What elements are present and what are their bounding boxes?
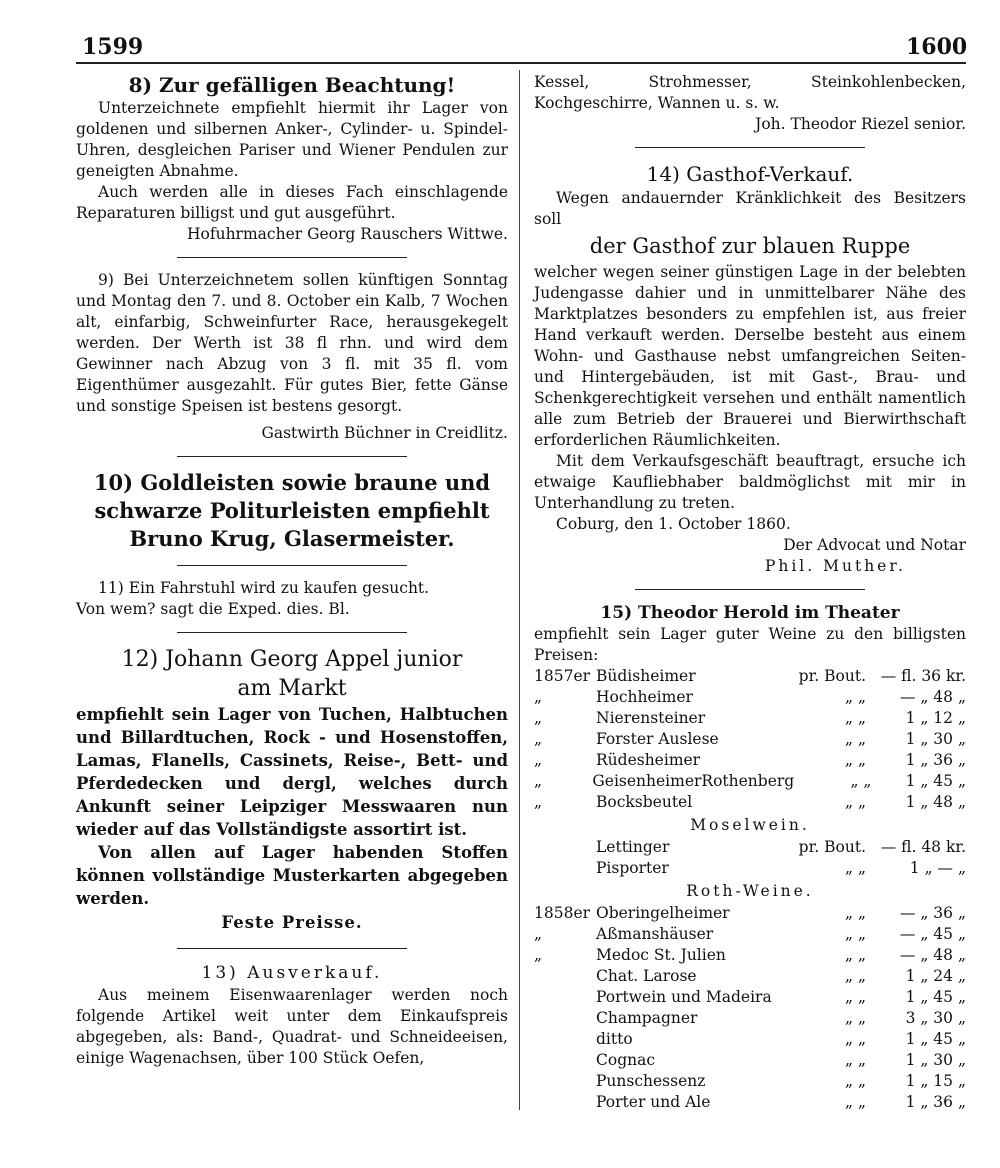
wine-unit: „ „ [845, 709, 866, 727]
ad-10-line-1: 10) Goldleisten sowie braune und [93, 470, 491, 495]
wine-row [534, 750, 966, 771]
roth-heading: Roth-Weine. [686, 882, 814, 900]
wine-year: „ [534, 772, 543, 790]
wine-unit: „ „ [850, 772, 872, 790]
wine-price: — fl. 48 kr. [880, 838, 966, 856]
ad-8-heading: 8) Zur gefälligen Beachtung! [128, 73, 456, 97]
wine-row [534, 858, 966, 879]
ad-9-body: 9) Bei Unterzeichnetem sollen künftigen Sonntag und Montag den 7. und 8. October ein Kalb, 7 Wochen alt, einfarbig, Schweinfurter Race, herausgekegelt werden. Der Werth ist 38 fl rhn. und wird dem Gewinner nach Abzug von 3 fl. mit 35 fl. vom Eigenthümer ausgezahlt. Für gutes Bier, fette Gänse und sonstige Speisen ist bestens gesorgt. [76, 271, 508, 415]
wine-year: „ [534, 925, 543, 943]
ad-12-body: empfiehlt sein Lager von Tuchen, Halbtuchen und Billardtuchen, Rock - und Hosenstoffen, Lamas, Flanells, Cassinets, Reise-, Bett- und Pferdedecken und dergl, welches durch Ankunft seiner Leipziger Messwaaren nun wieder auf das Vollständigste assortirt ist. [76, 705, 508, 839]
ad-11-line-1: 11) Ein Fahrstuhl wird zu kaufen gesucht. [98, 579, 430, 597]
wine-unit: „ „ [845, 925, 866, 943]
ad-14-heading: 14) Gasthof-Verkauf. [646, 162, 854, 186]
wine-price: — „ 36 „ [899, 904, 966, 922]
wine-price: 1 „ 45 „ [905, 988, 966, 1006]
wine-unit: „ „ [845, 967, 866, 985]
wine-row [534, 837, 966, 858]
wine-row [534, 945, 966, 966]
wine-price: 1 „ 30 „ [905, 730, 966, 748]
wine-unit: „ „ [845, 1093, 866, 1111]
wine-price: — „ 48 „ [899, 946, 966, 964]
ad-8-body: Unterzeichnete empfiehlt hiermit ihr Lager von goldenen und silbernen Anker-, Cylinder- u. Spindel-Uhren, desgleichen Pariser und Wiener Pendulen zur geneigten Abnahme. [76, 99, 508, 180]
separator [177, 632, 407, 633]
wine-name: Rüdesheimer [596, 751, 701, 769]
wine-name: ditto [596, 1030, 633, 1048]
right-column [534, 72, 966, 1113]
wine-year: 1857er [534, 667, 591, 685]
ad-14-signature: Phil. Muther. [764, 557, 906, 575]
ad-12-heading-1: 12) Johann Georg Appel junior [121, 647, 463, 672]
wine-year [534, 1029, 596, 1050]
wine-price: — fl. 36 kr. [880, 667, 966, 685]
ad-10 [76, 469, 508, 553]
ad-10-line-2: schwarze Politurleisten empfiehlt [94, 498, 490, 523]
wine-price: 1 „ 45 „ [905, 1030, 966, 1048]
wine-price: 1 „ 36 „ [905, 751, 966, 769]
wine-name: Bocksbeutel [596, 793, 693, 811]
wine-year [534, 858, 596, 879]
wine-name: Oberingelheimer [596, 904, 730, 922]
wine-row [534, 903, 966, 924]
wine-name: Chat. Larose [596, 967, 697, 985]
wine-unit: „ „ [845, 1051, 866, 1069]
ad-12-prices: Feste Preisse. [221, 913, 363, 932]
wine-unit: „ „ [845, 730, 866, 748]
ad-8-body-2: Auch werden alle in dieses Fach einschlagende Reparaturen billigst und gut ausgeführt. [76, 183, 508, 222]
ad-13 [76, 961, 508, 1069]
wine-unit: „ „ [845, 988, 866, 1006]
wine-list-white [534, 666, 966, 813]
wine-year [534, 837, 596, 858]
wine-unit: „ „ [845, 793, 866, 811]
ad-8-signature: Hofuhrmacher Georg Rauschers Wittwe. [187, 225, 508, 243]
wine-price: — „ 45 „ [899, 925, 966, 943]
ad-13-continued [534, 72, 966, 135]
wine-unit: „ „ [845, 1009, 866, 1027]
wine-list-mosel [534, 837, 966, 879]
ad-15-heading: 15) Theodor Herold im Theater [600, 603, 900, 623]
wine-row [534, 1050, 966, 1071]
wine-row [534, 966, 966, 987]
wine-name: GeisenheimerRothenberg [592, 772, 795, 790]
ad-13-signature: Joh. Theodor Riezel senior. [755, 115, 966, 133]
ad-11 [76, 578, 508, 620]
wine-price: 1 „ 15 „ [905, 1072, 966, 1090]
wine-unit: „ „ [845, 1072, 866, 1090]
wine-unit: „ „ [845, 751, 866, 769]
ad-9 [76, 270, 508, 444]
wine-year: 1858er [534, 904, 591, 922]
ad-14-dateline: Coburg, den 1. October 1860. [556, 515, 791, 533]
separator [635, 589, 865, 590]
wine-year [534, 1050, 596, 1071]
ad-12-body-2: Von allen auf Lager habenden Stoffen können vollständige Musterkarten abgegeben werden. [76, 843, 508, 908]
wine-row [534, 924, 966, 945]
separator [177, 565, 407, 566]
ad-15-intro: empfiehlt sein Lager guter Weine zu den billigsten Preisen: [534, 625, 966, 664]
wine-price: 1 „ 48 „ [905, 793, 966, 811]
wine-unit: „ „ [845, 904, 866, 922]
wine-year: „ [534, 751, 543, 769]
wine-row [534, 666, 966, 687]
wine-price: 1 „ 36 „ [905, 1093, 966, 1111]
wine-row [534, 987, 966, 1008]
wine-price: 1 „ 12 „ [905, 709, 966, 727]
ad-13-body-continued: Kessel, Strohmesser, Steinkohlenbecken, Kochgeschirre, Wannen u. s. w. [534, 73, 966, 112]
ad-9-signature: Gastwirth Büchner in Creidlitz. [261, 424, 508, 442]
separator [635, 147, 865, 148]
wine-name: Forster Auslese [596, 730, 719, 748]
wine-name: Nierensteiner [596, 709, 706, 727]
wine-name: Büdisheimer [596, 667, 696, 685]
wine-year: „ [534, 730, 543, 748]
wine-year: „ [534, 946, 543, 964]
ad-12-heading-2: am Markt [237, 676, 347, 701]
wine-row [534, 1008, 966, 1029]
ad-14 [534, 160, 966, 577]
separator [177, 257, 407, 258]
wine-unit: pr. Bout. [798, 838, 866, 856]
ad-14-role: Der Advocat und Notar [783, 536, 966, 554]
wine-unit: „ „ [845, 1030, 866, 1048]
page-number-left: 1599 [82, 34, 144, 60]
ad-12 [76, 645, 508, 936]
wine-price: 1 „ 30 „ [905, 1051, 966, 1069]
ad-10-line-3: Bruno Krug, Glasermeister. [129, 526, 455, 551]
left-column [76, 72, 508, 1069]
wine-price: 3 „ 30 „ [905, 1009, 966, 1027]
header-rule [76, 62, 966, 64]
wine-row [534, 792, 966, 813]
wine-name: Porter und Ale [596, 1093, 711, 1111]
ad-13-body: Aus meinem Eisenwaarenlager werden noch folgende Artikel weit unter dem Einkaufspreis abgegeben, als: Band-, Quadrat- und Schneideeisen, einige Wagenachsen, über 100 Stück Oefen, [76, 986, 508, 1067]
wine-name: Pisporter [596, 859, 669, 877]
wine-row [534, 771, 966, 792]
ad-15 [534, 602, 966, 1113]
wine-name: Hochheimer [596, 688, 693, 706]
wine-unit: „ „ [845, 859, 866, 877]
separator [177, 948, 407, 949]
wine-year [534, 966, 596, 987]
wine-year [534, 987, 596, 1008]
ad-14-title: der Gasthof zur blauen Ruppe [589, 234, 911, 258]
wine-name: Medoc St. Julien [596, 946, 726, 964]
wine-year [534, 1008, 596, 1029]
wine-unit: „ „ [845, 946, 866, 964]
ad-13-heading: 13) Ausverkauf. [201, 963, 383, 983]
wine-row [534, 1029, 966, 1050]
wine-row [534, 1092, 966, 1113]
ad-8 [76, 72, 508, 245]
wine-row [534, 729, 966, 750]
ad-11-line-2: Von wem? sagt die Exped. dies. Bl. [76, 600, 350, 618]
wine-year [534, 1071, 596, 1092]
wine-row [534, 687, 966, 708]
wine-price: 1 „ — „ [909, 859, 966, 877]
ad-14-body: welcher wegen seiner günstigen Lage in der belebten Judengasse dahier und in unmittelbarer Nähe des Marktplatzes besonders zu empfehlen ist, aus freier Hand verkauft werden. Derselbe besteht aus einem Wohn- und Gasthause nebst umfangreichen Seiten- und Hintergebäuden, ist mit Gast-, Brau- und Schenkgerechtigkeit versehen und enthält namentlich alle zum Betrieb der Brauerei und Bierwirthschaft erforderlichen Räumlichkeiten. [534, 263, 966, 449]
page-number-right: 1600 [906, 34, 968, 60]
separator [177, 456, 407, 457]
wine-price: 1 „ 24 „ [905, 967, 966, 985]
wine-name: Cognac [596, 1051, 656, 1069]
wine-name: Portwein und Madeira [596, 988, 772, 1006]
wine-year: „ [534, 688, 543, 706]
wine-name: Punschessenz [596, 1072, 706, 1090]
wine-price: — „ 48 „ [899, 688, 966, 706]
wine-unit: pr. Bout. [798, 667, 866, 685]
wine-name: Champagner [596, 1009, 698, 1027]
wine-year: „ [534, 793, 543, 811]
wine-unit: „ „ [845, 688, 866, 706]
column-divider [519, 70, 520, 1110]
ad-14-intro: Wegen andauernder Kränklichkeit des Besitzers soll [534, 189, 966, 228]
ad-14-body-2: Mit dem Verkaufsgeschäft beauftragt, ersuche ich etwaige Kaufliebhaber baldmöglichst mit mir in Unterhandlung zu treten. [534, 452, 966, 512]
wine-year: „ [534, 709, 543, 727]
mosel-heading: Moselwein. [690, 816, 810, 834]
wine-year [534, 1092, 596, 1113]
wine-row [534, 708, 966, 729]
wine-row [534, 1071, 966, 1092]
wine-name: Aßmanshäuser [596, 925, 714, 943]
wine-name: Lettinger [596, 838, 670, 856]
wine-price: 1 „ 45 „ [905, 772, 966, 790]
wine-list-red [534, 903, 966, 1113]
